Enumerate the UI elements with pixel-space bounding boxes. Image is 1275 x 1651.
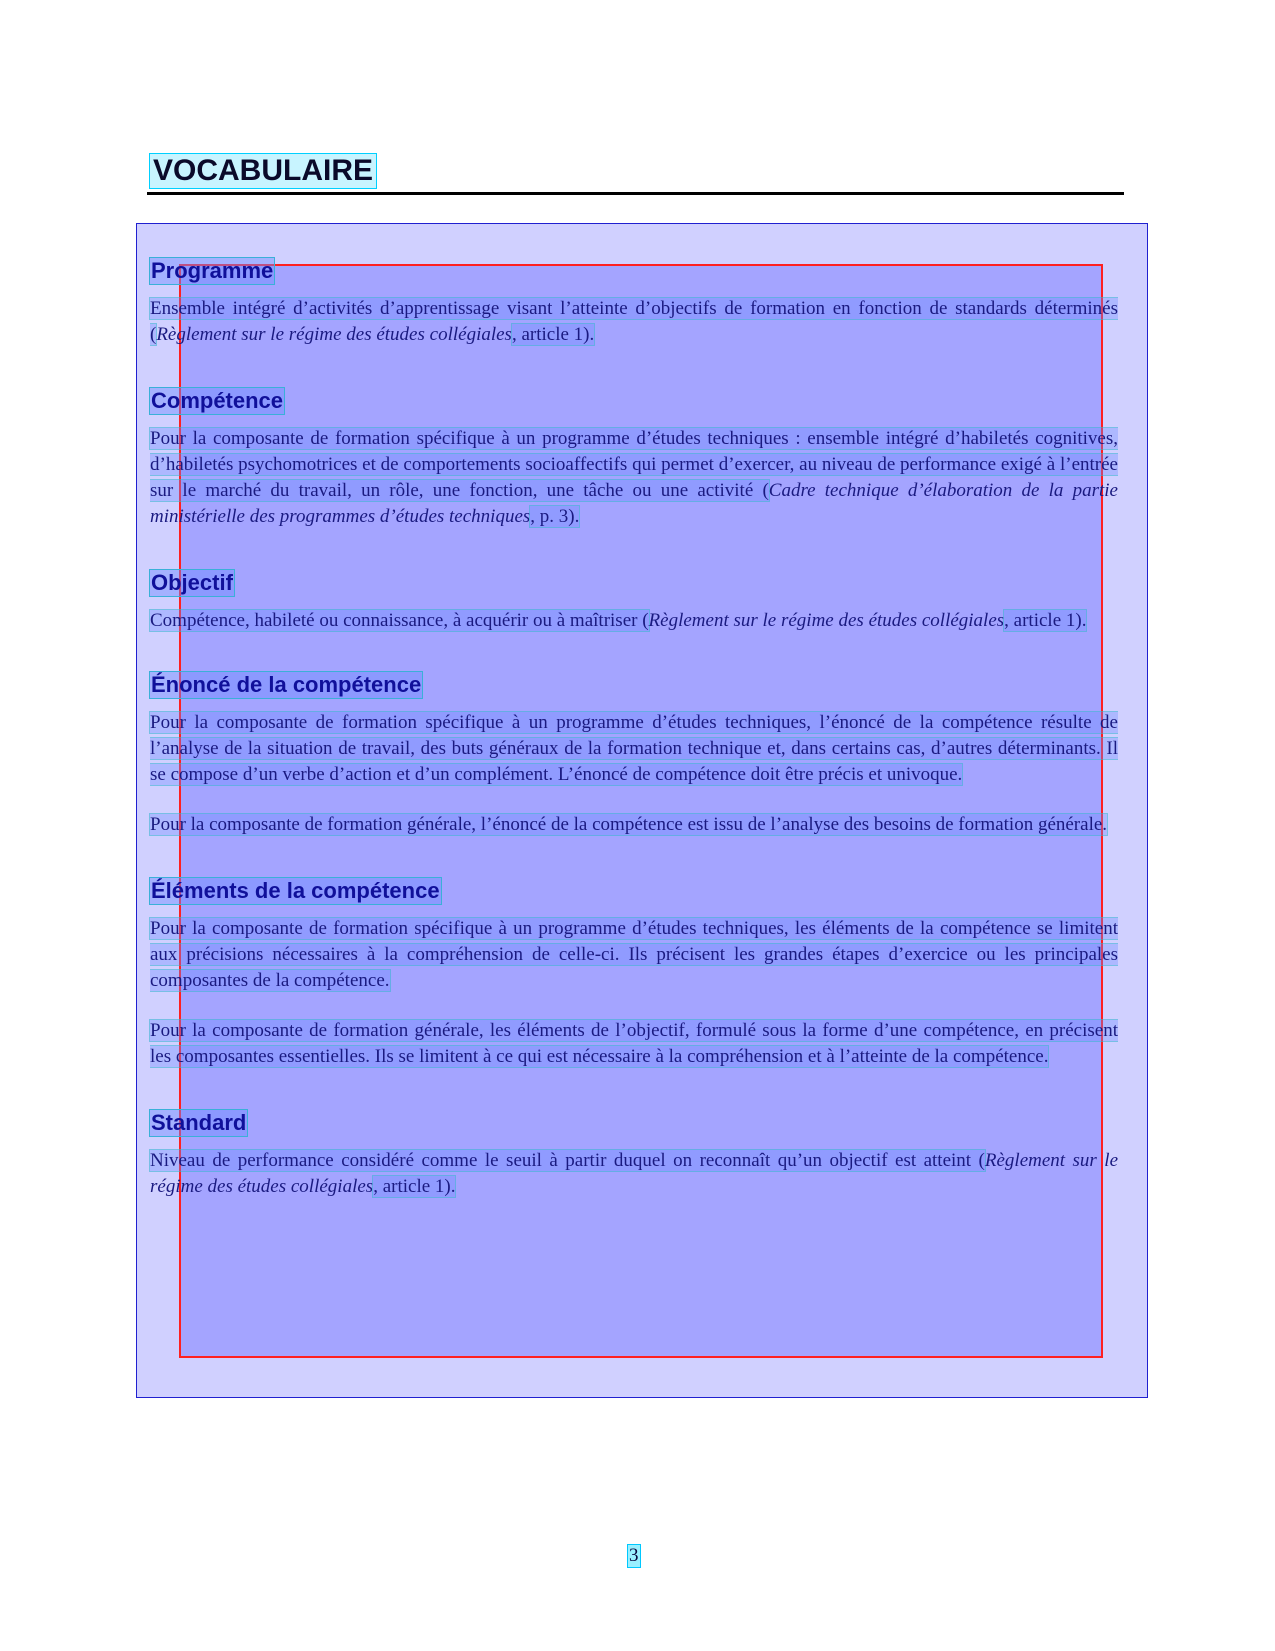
section-heading: Compétence <box>151 388 284 413</box>
page-title: VOCABULAIRE <box>149 153 377 189</box>
vocab-section <box>150 1110 1118 1200</box>
section-paragraph <box>150 1018 1118 1070</box>
section-heading: Énoncé de la compétence <box>151 672 422 697</box>
vocab-section <box>150 258 1118 348</box>
section-heading: Standard <box>151 1110 247 1135</box>
citation-title: Règlement sur le régime des études collégiales <box>156 324 512 345</box>
paragraph-text: Pour la composante de formation générale, l’énoncé de la compétence est issu de l’analyse des besoins de formation générale. <box>150 814 1108 835</box>
page-number: 3 <box>629 1545 639 1566</box>
section-heading: Objectif <box>151 570 233 595</box>
citation-title: Règlement sur le régime des études collégiales <box>648 610 1005 631</box>
paragraph-text: Niveau de performance considéré comme le seuil à partir duquel on reconnaît qu’un objectif est atteint ( <box>150 1150 985 1171</box>
section-paragraph <box>150 608 1118 634</box>
paragraph-text: , article 1). <box>373 1176 456 1197</box>
vocab-section <box>150 878 1118 1070</box>
vocab-section <box>150 570 1118 634</box>
section-heading: Éléments de la compétence <box>151 878 440 903</box>
section-paragraph <box>150 296 1118 348</box>
paragraph-text: Compétence, habileté ou connaissance, à acquérir ou à maîtriser ( <box>150 610 649 631</box>
section-paragraph <box>150 1148 1118 1200</box>
section-paragraph <box>150 916 1118 994</box>
paragraph-text: Ensemble intégré d’activités d’apprentissage visant l’atteinte d’objectifs de formation en fonction de standards déterminés ( <box>150 298 1118 345</box>
section-paragraph <box>150 812 1118 838</box>
vocab-section <box>150 672 1118 838</box>
section-paragraph <box>150 426 1118 530</box>
paragraph-text: Pour la composante de formation spécifique à un programme d’études techniques, les éléments de la compétence se limitent aux précisions nécessaires à la compréhension de celle-ci. Ils précisent les grandes étapes d’exercice ou les principales composantes de la compétence. <box>150 918 1118 991</box>
paragraph-text: , article 1). <box>1004 610 1087 631</box>
section-heading: Programme <box>151 258 274 283</box>
paragraph-text: Pour la composante de formation générale, les éléments de l’objectif, formulé sous la forme d’une compétence, en précisent les composantes essentielles. Ils se limitent à ce qui est nécessaire à la compréhension et à l’atteinte de la compétence. <box>150 1020 1118 1067</box>
paragraph-text: , article 1). <box>511 324 595 345</box>
title-rule <box>147 192 1124 195</box>
paragraph-text: , p. 3). <box>530 506 580 527</box>
vocab-section <box>150 388 1118 530</box>
section-paragraph <box>150 710 1118 788</box>
citation-title: Règlement sur le régime des études collégiales <box>150 1150 1118 1197</box>
vocabulary-list <box>150 258 1118 1200</box>
citation-title: Cadre technique d’élaboration de la partie ministérielle des programmes d’études techniques <box>150 480 1118 527</box>
paragraph-text: Pour la composante de formation spécifique à un programme d’études techniques : ensemble intégré d’habiletés cognitives, d’habiletés psychomotrices et de comportements socioaffectifs qui permet d’exercer, au niveau de performance exigé à l’entrée sur le marché du travail, un rôle, une fonction, une tâche ou une activité ( <box>150 428 1118 501</box>
paragraph-text: Pour la composante de formation spécifique à un programme d’études techniques, l’énoncé de la compétence résulte de l’analyse de la situation de travail, des buts généraux de la formation technique et, dans certains cas, d’autres déterminants. Il se compose d’un verbe d’action et d’un complément. L’énoncé de compétence doit être précis et univoque. <box>150 712 1118 785</box>
